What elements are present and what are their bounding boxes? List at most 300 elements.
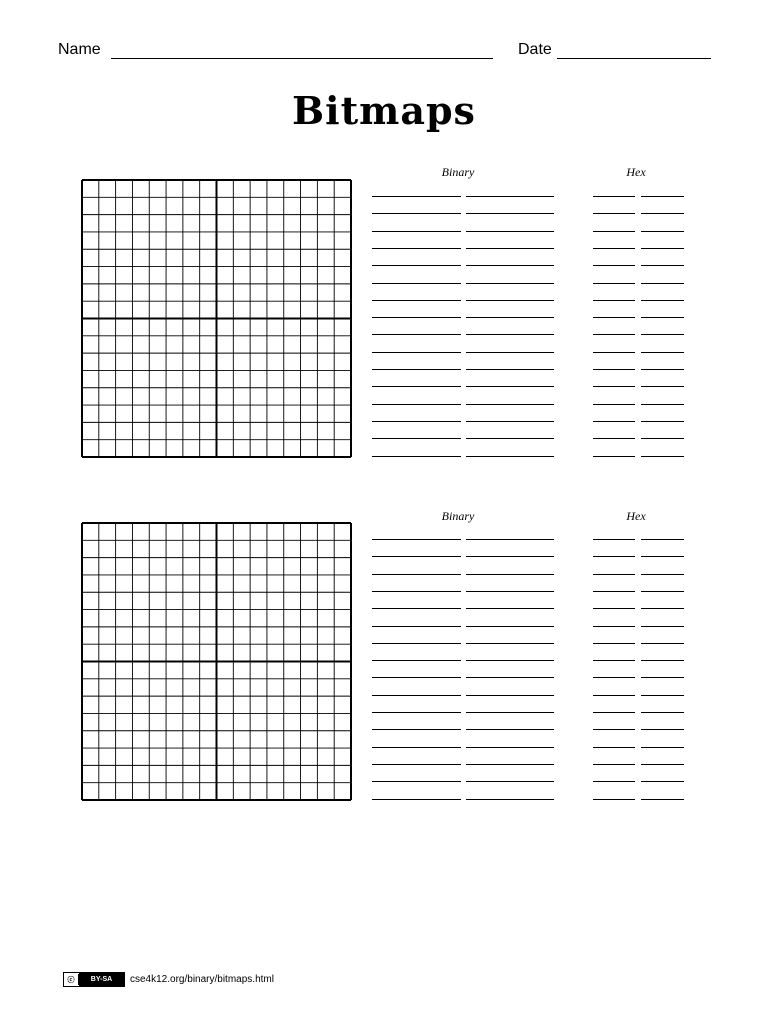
bitmap-cell[interactable] <box>82 765 99 782</box>
bitmap-cell[interactable] <box>267 696 284 713</box>
binary-low-nibble-blank[interactable] <box>466 574 554 575</box>
bitmap-cell[interactable] <box>82 388 99 405</box>
bitmap-cell[interactable] <box>200 180 217 197</box>
bitmap-cell[interactable] <box>250 422 267 439</box>
bitmap-cell[interactable] <box>166 713 183 730</box>
bitmap-cell[interactable] <box>250 232 267 249</box>
bitmap-cell[interactable] <box>116 610 133 627</box>
name-field[interactable] <box>111 58 493 59</box>
bitmap-cell[interactable] <box>267 679 284 696</box>
bitmap-cell[interactable] <box>200 748 217 765</box>
bitmap-cell[interactable] <box>284 370 301 387</box>
bitmap-cell[interactable] <box>82 679 99 696</box>
bitmap-cell[interactable] <box>183 765 200 782</box>
hex-high-digit-blank[interactable] <box>593 626 635 627</box>
bitmap-cell[interactable] <box>284 644 301 661</box>
bitmap-cell[interactable] <box>334 679 351 696</box>
bitmap-cell[interactable] <box>233 765 250 782</box>
bitmap-cell[interactable] <box>301 765 318 782</box>
bitmap-cell[interactable] <box>82 713 99 730</box>
hex-high-digit-blank[interactable] <box>593 300 635 301</box>
bitmap-cell[interactable] <box>250 575 267 592</box>
binary-low-nibble-blank[interactable] <box>466 317 554 318</box>
bitmap-cell[interactable] <box>284 180 301 197</box>
hex-low-digit-blank[interactable] <box>641 626 684 627</box>
bitmap-cell[interactable] <box>317 765 334 782</box>
bitmap-cell[interactable] <box>166 267 183 284</box>
binary-low-nibble-blank[interactable] <box>466 248 554 249</box>
binary-low-nibble-blank[interactable] <box>466 404 554 405</box>
bitmap-cell[interactable] <box>99 284 116 301</box>
binary-low-nibble-blank[interactable] <box>466 660 554 661</box>
bitmap-cell[interactable] <box>284 731 301 748</box>
binary-low-nibble-blank[interactable] <box>466 677 554 678</box>
bitmap-cell[interactable] <box>99 575 116 592</box>
bitmap-cell[interactable] <box>82 319 99 336</box>
bitmap-cell[interactable] <box>132 783 149 800</box>
hex-high-digit-blank[interactable] <box>593 729 635 730</box>
bitmap-cell[interactable] <box>82 353 99 370</box>
bitmap-cell[interactable] <box>166 644 183 661</box>
bitmap-cell[interactable] <box>132 627 149 644</box>
bitmap-cell[interactable] <box>317 558 334 575</box>
hex-high-digit-blank[interactable] <box>593 556 635 557</box>
bitmap-cell[interactable] <box>99 353 116 370</box>
binary-high-nibble-blank[interactable] <box>372 196 461 197</box>
bitmap-cell[interactable] <box>301 440 318 457</box>
binary-high-nibble-blank[interactable] <box>372 781 461 782</box>
bitmap-cell[interactable] <box>82 575 99 592</box>
bitmap-cell[interactable] <box>217 249 234 266</box>
bitmap-cell[interactable] <box>250 783 267 800</box>
bitmap-cell[interactable] <box>233 540 250 557</box>
hex-low-digit-blank[interactable] <box>641 404 684 405</box>
bitmap-cell[interactable] <box>183 301 200 318</box>
bitmap-cell[interactable] <box>200 523 217 540</box>
bitmap-cell[interactable] <box>99 592 116 609</box>
bitmap-cell[interactable] <box>99 610 116 627</box>
bitmap-cell[interactable] <box>132 679 149 696</box>
binary-high-nibble-blank[interactable] <box>372 626 461 627</box>
bitmap-cell[interactable] <box>317 440 334 457</box>
bitmap-cell[interactable] <box>250 267 267 284</box>
bitmap-cell[interactable] <box>149 249 166 266</box>
bitmap-cell[interactable] <box>217 627 234 644</box>
bitmap-cell[interactable] <box>250 197 267 214</box>
bitmap-cell[interactable] <box>334 319 351 336</box>
bitmap-cell[interactable] <box>317 575 334 592</box>
bitmap-cell[interactable] <box>284 783 301 800</box>
binary-low-nibble-blank[interactable] <box>466 799 554 800</box>
bitmap-cell[interactable] <box>250 388 267 405</box>
bitmap-cell[interactable] <box>284 713 301 730</box>
bitmap-cell[interactable] <box>116 197 133 214</box>
bitmap-cell[interactable] <box>233 336 250 353</box>
bitmap-cell[interactable] <box>116 336 133 353</box>
bitmap-cell[interactable] <box>82 370 99 387</box>
hex-low-digit-blank[interactable] <box>641 283 684 284</box>
bitmap-cell[interactable] <box>217 610 234 627</box>
binary-low-nibble-blank[interactable] <box>466 231 554 232</box>
bitmap-cell[interactable] <box>267 336 284 353</box>
bitmap-cell[interactable] <box>132 197 149 214</box>
bitmap-cell[interactable] <box>267 388 284 405</box>
hex-high-digit-blank[interactable] <box>593 574 635 575</box>
hex-low-digit-blank[interactable] <box>641 747 684 748</box>
bitmap-cell[interactable] <box>233 319 250 336</box>
bitmap-cell[interactable] <box>284 215 301 232</box>
binary-high-nibble-blank[interactable] <box>372 404 461 405</box>
bitmap-cell[interactable] <box>317 696 334 713</box>
bitmap-cell[interactable] <box>217 215 234 232</box>
bitmap-cell[interactable] <box>166 662 183 679</box>
bitmap-cell[interactable] <box>132 180 149 197</box>
bitmap-cell[interactable] <box>233 440 250 457</box>
bitmap-cell[interactable] <box>334 197 351 214</box>
bitmap-cell[interactable] <box>132 422 149 439</box>
bitmap-cell[interactable] <box>334 301 351 318</box>
bitmap-cell[interactable] <box>233 370 250 387</box>
bitmap-cell[interactable] <box>132 662 149 679</box>
bitmap-cell[interactable] <box>250 405 267 422</box>
binary-high-nibble-blank[interactable] <box>372 334 461 335</box>
bitmap-cell[interactable] <box>166 370 183 387</box>
bitmap-cell[interactable] <box>132 319 149 336</box>
bitmap-cell[interactable] <box>82 284 99 301</box>
bitmap-cell[interactable] <box>267 592 284 609</box>
bitmap-cell[interactable] <box>267 370 284 387</box>
bitmap-cell[interactable] <box>217 558 234 575</box>
bitmap-cell[interactable] <box>99 558 116 575</box>
bitmap-cell[interactable] <box>183 696 200 713</box>
hex-high-digit-blank[interactable] <box>593 334 635 335</box>
bitmap-cell[interactable] <box>200 558 217 575</box>
bitmap-cell[interactable] <box>200 575 217 592</box>
bitmap-cell[interactable] <box>217 592 234 609</box>
bitmap-cell[interactable] <box>233 284 250 301</box>
binary-low-nibble-blank[interactable] <box>466 764 554 765</box>
bitmap-cell[interactable] <box>267 319 284 336</box>
binary-high-nibble-blank[interactable] <box>372 369 461 370</box>
bitmap-cell[interactable] <box>183 592 200 609</box>
bitmap-cell[interactable] <box>233 679 250 696</box>
bitmap-cell[interactable] <box>183 284 200 301</box>
bitmap-cell[interactable] <box>149 696 166 713</box>
bitmap-cell[interactable] <box>116 215 133 232</box>
bitmap-cell[interactable] <box>317 783 334 800</box>
bitmap-cell[interactable] <box>116 232 133 249</box>
bitmap-cell[interactable] <box>116 662 133 679</box>
bitmap-cell[interactable] <box>200 679 217 696</box>
hex-low-digit-blank[interactable] <box>641 352 684 353</box>
bitmap-cell[interactable] <box>200 267 217 284</box>
hex-high-digit-blank[interactable] <box>593 421 635 422</box>
bitmap-cell[interactable] <box>267 644 284 661</box>
bitmap-cell[interactable] <box>200 319 217 336</box>
bitmap-cell[interactable] <box>166 422 183 439</box>
bitmap-cell[interactable] <box>166 523 183 540</box>
bitmap-cell[interactable] <box>284 610 301 627</box>
bitmap-cell[interactable] <box>284 748 301 765</box>
bitmap-cell[interactable] <box>183 405 200 422</box>
bitmap-cell[interactable] <box>334 353 351 370</box>
binary-low-nibble-blank[interactable] <box>466 456 554 457</box>
bitmap-cell[interactable] <box>317 370 334 387</box>
bitmap-cell[interactable] <box>183 197 200 214</box>
bitmap-cell[interactable] <box>183 644 200 661</box>
bitmap-cell[interactable] <box>233 232 250 249</box>
bitmap-cell[interactable] <box>200 765 217 782</box>
bitmap-cell[interactable] <box>99 644 116 661</box>
binary-high-nibble-blank[interactable] <box>372 421 461 422</box>
bitmap-cell[interactable] <box>284 267 301 284</box>
bitmap-cell[interactable] <box>149 319 166 336</box>
hex-low-digit-blank[interactable] <box>641 556 684 557</box>
bitmap-cell[interactable] <box>334 388 351 405</box>
bitmap-cell[interactable] <box>82 405 99 422</box>
bitmap-cell[interactable] <box>334 440 351 457</box>
binary-low-nibble-blank[interactable] <box>466 283 554 284</box>
bitmap-cell[interactable] <box>334 405 351 422</box>
bitmap-cell[interactable] <box>334 731 351 748</box>
bitmap-cell[interactable] <box>267 197 284 214</box>
bitmap-cell[interactable] <box>132 249 149 266</box>
bitmap-cell[interactable] <box>116 679 133 696</box>
bitmap-cell[interactable] <box>250 336 267 353</box>
bitmap-cell[interactable] <box>217 388 234 405</box>
binary-high-nibble-blank[interactable] <box>372 456 461 457</box>
bitmap-cell[interactable] <box>217 370 234 387</box>
bitmap-cell[interactable] <box>250 523 267 540</box>
bitmap-cell[interactable] <box>284 540 301 557</box>
hex-low-digit-blank[interactable] <box>641 677 684 678</box>
bitmap-cell[interactable] <box>132 731 149 748</box>
bitmap-cell[interactable] <box>233 388 250 405</box>
bitmap-cell[interactable] <box>267 765 284 782</box>
hex-high-digit-blank[interactable] <box>593 747 635 748</box>
bitmap-cell[interactable] <box>166 765 183 782</box>
bitmap-cell[interactable] <box>233 731 250 748</box>
hex-low-digit-blank[interactable] <box>641 799 684 800</box>
hex-high-digit-blank[interactable] <box>593 404 635 405</box>
bitmap-cell[interactable] <box>301 523 318 540</box>
bitmap-cell[interactable] <box>317 592 334 609</box>
bitmap-cell[interactable] <box>233 197 250 214</box>
bitmap-cell[interactable] <box>183 713 200 730</box>
bitmap-cell[interactable] <box>301 662 318 679</box>
bitmap-cell[interactable] <box>217 523 234 540</box>
bitmap-cell[interactable] <box>284 232 301 249</box>
bitmap-cell[interactable] <box>301 370 318 387</box>
bitmap-cell[interactable] <box>183 215 200 232</box>
bitmap-cell[interactable] <box>250 301 267 318</box>
bitmap-cell[interactable] <box>99 319 116 336</box>
bitmap-cell[interactable] <box>82 422 99 439</box>
hex-low-digit-blank[interactable] <box>641 729 684 730</box>
hex-low-digit-blank[interactable] <box>641 196 684 197</box>
binary-high-nibble-blank[interactable] <box>372 317 461 318</box>
bitmap-cell[interactable] <box>233 353 250 370</box>
bitmap-cell[interactable] <box>149 422 166 439</box>
binary-low-nibble-blank[interactable] <box>466 352 554 353</box>
bitmap-cell[interactable] <box>217 405 234 422</box>
bitmap-cell[interactable] <box>99 405 116 422</box>
hex-low-digit-blank[interactable] <box>641 456 684 457</box>
bitmap-cell[interactable] <box>301 249 318 266</box>
bitmap-cell[interactable] <box>233 558 250 575</box>
bitmap-cell[interactable] <box>183 783 200 800</box>
bitmap-cell[interactable] <box>166 440 183 457</box>
hex-low-digit-blank[interactable] <box>641 591 684 592</box>
bitmap-cell[interactable] <box>284 405 301 422</box>
bitmap-cell[interactable] <box>317 336 334 353</box>
bitmap-cell[interactable] <box>116 592 133 609</box>
bitmap-cell[interactable] <box>200 388 217 405</box>
bitmap-cell[interactable] <box>217 644 234 661</box>
bitmap-cell[interactable] <box>267 731 284 748</box>
bitmap-cell[interactable] <box>149 540 166 557</box>
hex-low-digit-blank[interactable] <box>641 660 684 661</box>
bitmap-cell[interactable] <box>149 405 166 422</box>
bitmap-cell[interactable] <box>284 422 301 439</box>
bitmap-cell[interactable] <box>149 610 166 627</box>
hex-high-digit-blank[interactable] <box>593 231 635 232</box>
bitmap-cell[interactable] <box>217 679 234 696</box>
bitmap-cell[interactable] <box>166 540 183 557</box>
hex-high-digit-blank[interactable] <box>593 781 635 782</box>
bitmap-cell[interactable] <box>99 197 116 214</box>
bitmap-cell[interactable] <box>132 353 149 370</box>
bitmap-cell[interactable] <box>82 249 99 266</box>
bitmap-cell[interactable] <box>233 267 250 284</box>
bitmap-cell[interactable] <box>149 783 166 800</box>
bitmap-cell[interactable] <box>267 748 284 765</box>
bitmap-cell[interactable] <box>267 284 284 301</box>
bitmap-cell[interactable] <box>99 215 116 232</box>
bitmap-cell[interactable] <box>82 197 99 214</box>
bitmap-cell[interactable] <box>82 627 99 644</box>
bitmap-cell[interactable] <box>132 215 149 232</box>
bitmap-cell[interactable] <box>217 180 234 197</box>
bitmap-cell[interactable] <box>132 232 149 249</box>
bitmap-cell[interactable] <box>317 301 334 318</box>
hex-high-digit-blank[interactable] <box>593 438 635 439</box>
bitmap-cell[interactable] <box>217 731 234 748</box>
bitmap-cell[interactable] <box>200 610 217 627</box>
bitmap-cell[interactable] <box>284 284 301 301</box>
bitmap-cell[interactable] <box>166 748 183 765</box>
bitmap-cell[interactable] <box>149 370 166 387</box>
bitmap-cell[interactable] <box>166 592 183 609</box>
bitmap-cell[interactable] <box>301 422 318 439</box>
bitmap-cell[interactable] <box>116 301 133 318</box>
bitmap-cell[interactable] <box>132 405 149 422</box>
binary-low-nibble-blank[interactable] <box>466 608 554 609</box>
bitmap-cell[interactable] <box>217 232 234 249</box>
bitmap-cell[interactable] <box>116 765 133 782</box>
bitmap-cell[interactable] <box>116 523 133 540</box>
bitmap-cell[interactable] <box>116 713 133 730</box>
bitmap-cell[interactable] <box>166 284 183 301</box>
bitmap-cell[interactable] <box>166 679 183 696</box>
bitmap-cell[interactable] <box>132 748 149 765</box>
bitmap-cell[interactable] <box>132 765 149 782</box>
hex-low-digit-blank[interactable] <box>641 213 684 214</box>
bitmap-cell[interactable] <box>334 610 351 627</box>
hex-high-digit-blank[interactable] <box>593 248 635 249</box>
binary-high-nibble-blank[interactable] <box>372 248 461 249</box>
bitmap-cell[interactable] <box>217 696 234 713</box>
bitmap-cell[interactable] <box>183 232 200 249</box>
hex-high-digit-blank[interactable] <box>593 712 635 713</box>
bitmap-cell[interactable] <box>334 540 351 557</box>
bitmap-cell[interactable] <box>82 180 99 197</box>
bitmap-cell[interactable] <box>166 696 183 713</box>
binary-low-nibble-blank[interactable] <box>466 729 554 730</box>
bitmap-cell[interactable] <box>301 353 318 370</box>
bitmap-cell[interactable] <box>149 592 166 609</box>
bitmap-cell[interactable] <box>233 662 250 679</box>
bitmap-cell[interactable] <box>267 783 284 800</box>
binary-low-nibble-blank[interactable] <box>466 556 554 557</box>
bitmap-cell[interactable] <box>99 523 116 540</box>
binary-high-nibble-blank[interactable] <box>372 729 461 730</box>
bitmap-cell[interactable] <box>301 679 318 696</box>
binary-high-nibble-blank[interactable] <box>372 660 461 661</box>
bitmap-cell[interactable] <box>116 644 133 661</box>
bitmap-cell[interactable] <box>116 731 133 748</box>
bitmap-cell[interactable] <box>250 370 267 387</box>
bitmap-cell[interactable] <box>233 644 250 661</box>
bitmap-cell[interactable] <box>250 284 267 301</box>
hex-low-digit-blank[interactable] <box>641 317 684 318</box>
bitmap-cell[interactable] <box>250 180 267 197</box>
hex-high-digit-blank[interactable] <box>593 799 635 800</box>
bitmap-cell[interactable] <box>267 575 284 592</box>
bitmap-cell[interactable] <box>267 180 284 197</box>
bitmap-cell[interactable] <box>200 783 217 800</box>
bitmap-cell[interactable] <box>200 662 217 679</box>
bitmap-cell[interactable] <box>250 644 267 661</box>
hex-high-digit-blank[interactable] <box>593 386 635 387</box>
bitmap-cell[interactable] <box>233 523 250 540</box>
binary-low-nibble-blank[interactable] <box>466 334 554 335</box>
bitmap-cell[interactable] <box>149 336 166 353</box>
hex-high-digit-blank[interactable] <box>593 352 635 353</box>
bitmap-cell[interactable] <box>149 644 166 661</box>
bitmap-cell[interactable] <box>99 249 116 266</box>
bitmap-cell[interactable] <box>250 319 267 336</box>
bitmap-cell[interactable] <box>317 267 334 284</box>
bitmap-cell[interactable] <box>183 679 200 696</box>
bitmap-cell[interactable] <box>250 748 267 765</box>
binary-high-nibble-blank[interactable] <box>372 352 461 353</box>
binary-low-nibble-blank[interactable] <box>466 421 554 422</box>
bitmap-cell[interactable] <box>334 180 351 197</box>
bitmap-cell[interactable] <box>166 783 183 800</box>
bitmap-cell[interactable] <box>267 405 284 422</box>
binary-high-nibble-blank[interactable] <box>372 677 461 678</box>
binary-low-nibble-blank[interactable] <box>466 695 554 696</box>
bitmap-cell[interactable] <box>334 783 351 800</box>
binary-high-nibble-blank[interactable] <box>372 539 461 540</box>
bitmap-cell[interactable] <box>317 232 334 249</box>
bitmap-cell[interactable] <box>183 523 200 540</box>
bitmap-cell[interactable] <box>217 284 234 301</box>
bitmap-cell[interactable] <box>284 353 301 370</box>
bitmap-cell[interactable] <box>301 610 318 627</box>
bitmap-cell[interactable] <box>250 662 267 679</box>
